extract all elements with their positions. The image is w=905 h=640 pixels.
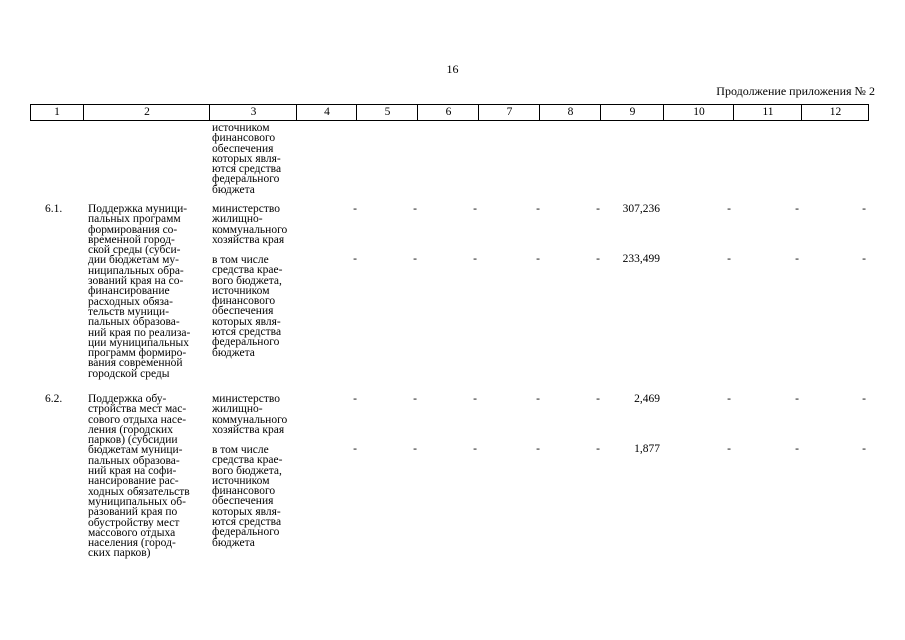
cell-c6: -: [473, 203, 477, 215]
cell-c8: -: [596, 393, 600, 405]
cell-c5: -: [413, 393, 417, 405]
cell-c9: 1,877: [634, 443, 660, 455]
cell-c10: -: [727, 393, 731, 405]
cell-c5: -: [413, 253, 417, 265]
cell-c9: 2,469: [634, 393, 660, 405]
cell-c10: -: [727, 203, 731, 215]
row-number: 6.2.: [45, 393, 63, 405]
cell-c10: -: [727, 253, 731, 265]
row-name: Поддержка муници- пальных программ формирования со- временной город- ской среды (субси- дии бюджетам му- ниципальных обра- зований края на со- финансирование расходных обяза- тельств муници- пальных образова- ний края по реализа- ции муниципальных программ формиро- вания современной городской среды: [88, 203, 191, 380]
header-col-9: 9: [600, 105, 664, 120]
cell-c6: -: [473, 443, 477, 455]
cell-c11: -: [795, 203, 799, 215]
header-col-8: 8: [539, 105, 601, 120]
cell-c11: -: [795, 253, 799, 265]
page-number: 16: [446, 62, 459, 76]
source-text: в том числе средства крае- вого бюджета, источником финансового обеспечения которых явля- ются средства федерального бюджета: [212, 254, 283, 359]
cell-c11: -: [795, 443, 799, 455]
table-header-row: [30, 104, 869, 121]
row-name: Поддержка обу- стройства мест мас- сового отдыха насе- ления (городских парков) (субсидии бюджетам муници- пальных образова- ний края на софи- нансирование рас- ходных обязательств муниципальных об- разований края по обустройству мест массового отдыха населения (город- ских парков): [88, 393, 190, 560]
cell-c12: -: [862, 393, 866, 405]
cell-c7: -: [536, 393, 540, 405]
source-text: в том числе средства крае- вого бюджета, источником финансового обеспечения которых явля- ются средства федерального бюджета: [212, 444, 283, 549]
row-number: 6.1.: [45, 203, 63, 215]
header-col-12: 12: [801, 105, 869, 120]
cell-c8: -: [596, 253, 600, 265]
header-col-7: 7: [478, 105, 540, 120]
cell-c9: 307,236: [622, 203, 660, 215]
source-text: министерство жилищно- коммунального хозяйства края: [212, 203, 288, 246]
cell-c5: -: [413, 443, 417, 455]
cell-c5: -: [413, 203, 417, 215]
cell-c7: -: [536, 443, 540, 455]
cell-c11: -: [795, 393, 799, 405]
header-col-10: 10: [663, 105, 734, 120]
header-col-2: 2: [83, 105, 210, 120]
cell-c9: 233,499: [622, 253, 660, 265]
cell-c10: -: [727, 443, 731, 455]
header-col-6: 6: [417, 105, 479, 120]
cell-c8: -: [596, 203, 600, 215]
header-col-5: 5: [356, 105, 418, 120]
continued-source-text: источником финансового обеспечения которых явля- ются средства федерального бюджета: [212, 122, 282, 196]
header-col-11: 11: [733, 105, 802, 120]
cell-c4: -: [353, 203, 357, 215]
cell-c4: -: [353, 253, 357, 265]
header-col-4: 4: [296, 105, 357, 120]
source-text: министерство жилищно- коммунального хозяйства края: [212, 393, 288, 436]
cell-c12: -: [862, 253, 866, 265]
cell-c7: -: [536, 203, 540, 215]
header-col-1: 1: [54, 106, 60, 118]
cell-c6: -: [473, 393, 477, 405]
cell-c4: -: [353, 393, 357, 405]
appendix-caption: Продолжение приложения № 2: [716, 84, 875, 98]
cell-c12: -: [862, 443, 866, 455]
header-col-3: 3: [209, 105, 297, 120]
cell-c4: -: [353, 443, 357, 455]
cell-c12: -: [862, 203, 866, 215]
cell-c8: -: [596, 443, 600, 455]
cell-c7: -: [536, 253, 540, 265]
cell-c6: -: [473, 253, 477, 265]
